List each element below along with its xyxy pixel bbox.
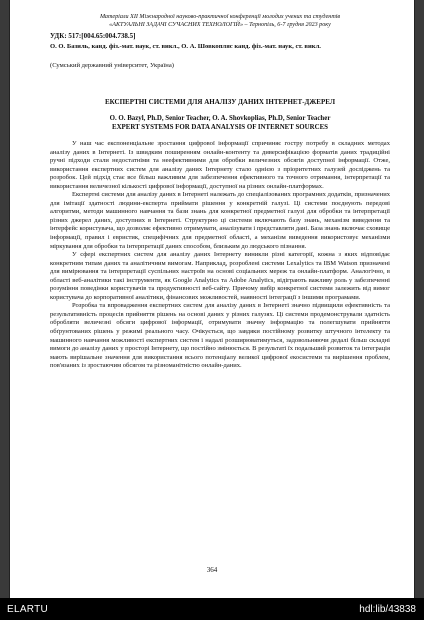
handle-id: hdl:lib/43838 [359, 604, 416, 615]
document-page [10, 0, 414, 598]
title-en: EXPERT SYSTEMS FOR DATA ANALYSIS OF INTERNET SOURCES [111, 123, 329, 131]
header-line-2: «АКТУАЛЬНІ ЗАДАЧІ СУЧАСНИХ ТЕХНОЛОГІЙ» – Тернопіль, 6-7 грудня 2023 року [109, 21, 331, 28]
affiliation: (Сумський державний університет, Україна) [50, 62, 174, 69]
page-number: 364 [206, 566, 218, 574]
body-paragraph: Експертні системи для аналізу даних в Інтернеті належать до спеціалізованих програмних додатків, призначених для імітації здатності людини-експерта приймати рішення у конкретній галузі. Ці системи поєднують передові алгоритми, методи машинного навчання та бази знань для конкретної предметної галузі для обробки та інтерпретації різних джерел даних, доступних в Інтернеті. Структурно ці системи включають базу знань, механізм виведення та інтерфейс користувача, що дозволяє ефективно отримувати, аналізувати і представляти дані. База знань включає сховище інформації, правил і евристик, специфічних для предметної області, а механізм виведення використовує механізми міркування для обробки та інтерпретації даних способом, близьким до людського пізнання. [50, 191, 391, 250]
conference-header [50, 14, 390, 29]
english-block [50, 115, 390, 132]
body-paragraph: У сфері експертних систем для аналізу даних Інтернету виникли різні категорії, кожна з яких відповідає конкретним типам даних та аналітичним вимогам. Наприклад, розроблені системи Lexalytics та IBM Watson призначені для вимірювання та інтерпретації суспільних настроїв на основі соціальних мереж та онлайн-платформ. Аналогічно, в області веб-аналітики такі інструменти, як Google Analytics та Adobe Analytics, відіграють важливу роль у забезпеченні розуміння поведінки користувачів та продуктивності веб-сайту. Причому вибір конкретної системи залежить від вимог користувача до корпоративної аналітики, фінансових можливостей, наявності інтеграції з іншими програмами. [50, 251, 390, 301]
body-paragraph: Розробка та впровадження експертних систем для аналізу даних в Інтернеті значно підвищили ефективність та результативність процесів прийняття рішень на основі даних у різних галузях. Ці системи продемонстрували здатність обробляти величезні обсяги цифрової інформації, отримувати значну інформацію та полегшувати прийняття обґрунтованих рішень у режимі реального часу. Очікується, що завдяки постійному розвитку штучного інтелекту та машинного навчання можливості експертних систем і надалі розширюватимуться, задовольняючи дедалі більш складні вимоги до аналізу даних у просторі Інтернету, що постійно змінюється. В результаті їх подальший розвиток та інтеграція мають вирішальне значення для використання всього потенціалу великої цифрової екосистеми та вирішення проблем, пов'язаних із зростаючим обсягом та різноманітністю онлайн-даних. [50, 302, 390, 370]
authors-ukr: О. О. Базиль, канд. фіз.-мат. наук, ст. викл., О. А. Шовкопляс канд. фіз.-мат. наук, ст. викл. [50, 43, 321, 50]
udk-code: УДК: 517:[004.65:004.738.5] [50, 32, 136, 40]
paper-body [50, 140, 390, 371]
paper-title: ЕКСПЕРТНІ СИСТЕМИ ДЛЯ АНАЛІЗУ ДАНИХ ІНТЕРНЕТ-ДЖЕРЕЛ [104, 98, 336, 106]
body-paragraph: У наш час експоненціальне зростання цифрової інформації спричиняє гостру потребу в складних методах аналізу даних в Інтернеті. Із швидким поширенням онлайн-контенту та диверсифікацією форматів даних традиційні ручні підходи стали недостатніми та неефективними для обробки величезних обсягів доступної інформації. Отже, використання експертних систем для аналізу даних Інтернету стало однією з пріоритетних галузей досліджень та розробок. Цей підхід стає все більш важливим для забезпечення ефективного та точного отримання, інтерпретації та використання величезної кількості цифрової інформації, доступної на різних онлайн-платформах. [50, 140, 390, 190]
repository-name: ELARTU [7, 604, 49, 615]
header-line-1: Матеріали XII Міжнародної науково-практичної конференції молодих учених та студентів [99, 14, 341, 20]
authors-en: O. O. Bazyl, Ph.D, Senior Teacher, O. A. Shovkoplias, Ph.D, Senior Teacher [109, 115, 331, 122]
